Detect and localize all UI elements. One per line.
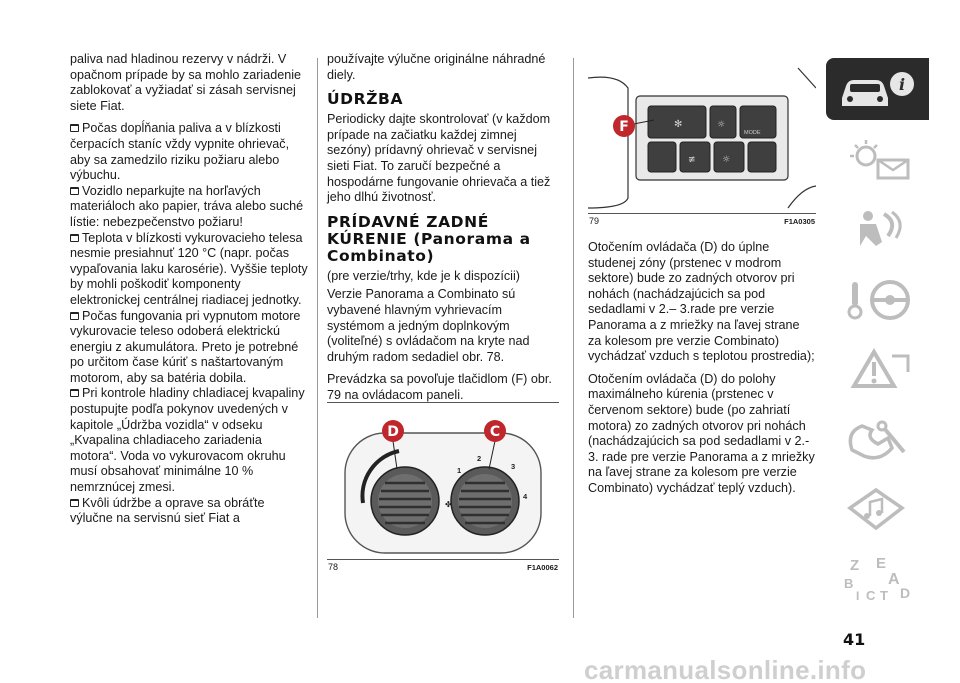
svg-text:E: E (875, 555, 886, 572)
svg-text:T: T (879, 588, 888, 603)
scale-label: 2 (477, 454, 482, 463)
figure-number: 79 (589, 216, 600, 226)
svg-text:C: C (865, 588, 875, 603)
figure-caption (588, 214, 816, 227)
figure-caption (327, 560, 559, 573)
column-divider (317, 58, 318, 618)
column-divider (573, 58, 574, 618)
figure-79 (588, 58, 816, 226)
book-bullet-icon (70, 234, 79, 242)
bullet-item: Pri kontrole hladiny chladiacej kvapaliny postupujte podľa pokynov uvedených v kapitole „Údržba vozidla“ v odseku „Kvapalina chladiaceho zariadenia motora“. Voda vo vykurovacom okruhu musí obsahovať minimálne 10 % nemrznúcej zmesi. (70, 386, 305, 495)
book-bullet-icon (70, 187, 79, 195)
bullet-item: Počas dopĺňania paliva a v blízkosti čerpacích staníc vždy vypnite ohrievač, aby sa zamedzilo riziku požiaru alebo výbuchu. (70, 121, 290, 183)
sidebar-item-starting-driving[interactable] (826, 268, 929, 330)
airbag-safety-icon (836, 206, 920, 252)
book-bullet-icon (70, 389, 79, 397)
watermark: carmanualsonline.info (584, 655, 867, 683)
callout-d-label: D (387, 424, 399, 440)
sidebar-item-multimedia[interactable] (826, 478, 929, 540)
starting-driving-icon (836, 276, 920, 322)
scale-label: 3 (511, 462, 516, 471)
column-middle (327, 52, 559, 411)
column-right (588, 240, 816, 504)
paragraph: Otočením ovládača (D) do úplne studenej zóny (prstenec v modrom sektore) bude zo zadných otvorov pri nohách (nachádzajúcich sa pod sedadlami v 2.– 3.rade pre verzie Panorama a z mriežky na ľavej strane za kolesom pre verzie Combinato) vychádzať vzduch s teplotou prostredia); (588, 240, 815, 364)
book-bullet-icon (70, 124, 79, 132)
column-left (70, 52, 308, 527)
svg-text:Z: Z (849, 557, 859, 574)
figure-code: F1A0305 (784, 217, 815, 226)
figure-number: 78 (328, 562, 339, 572)
maintenance-icon (836, 416, 920, 462)
callout-c-label: C (489, 424, 501, 440)
bullet-item: Počas fungovania pri vypnutom motore vykurovacie teleso odoberá elektrickú energiu z akumulátora. Preto je potrebné po určitom čase kúriť s naštartovaným motorom, aby sa batéria dobila. (70, 308, 301, 385)
sidebar-item-maintenance[interactable] (826, 408, 929, 470)
svg-text:I: I (855, 589, 859, 603)
paragraph: paliva nad hladinou rezervy v nádrži. V opačnom prípade by sa mohlo zariadenie zablokovať a vyžiadať si zásah servisnej siete Fiat. (70, 52, 302, 113)
chapter-sidebar (826, 58, 929, 618)
dashboard-button-panel-illustration (588, 58, 816, 212)
sidebar-item-emergency[interactable] (826, 338, 929, 400)
bullet-item: Kvôli údržbe a oprave sa obráťte výlučne na servisnú sieť Fiat a (70, 495, 265, 526)
fan-icon: ✤ (445, 500, 452, 509)
svg-text:B: B (843, 576, 853, 591)
sidebar-item-car-info[interactable] (826, 58, 929, 120)
subtitle: (pre verzie/trhy, kde je k dispozícii) (327, 268, 520, 283)
bullet-item: Teplota v blízkosti vykurovacieho telesa nesmie presiahnuť 120 °C (napr. počas vypaľovania laku karosérie). Vyššie teploty by mohli poškodiť komponenty elektronickej centrálnej riadiacej jednotky. (70, 230, 308, 307)
scale-label: 4 (523, 492, 528, 501)
fan-icon: ✻ (674, 119, 683, 130)
emergency-icon (836, 346, 920, 392)
light-icon: ☼ (722, 155, 731, 165)
warning-lights-icon (836, 136, 920, 182)
svg-text:D: D (899, 585, 910, 601)
page-number: 41 (843, 630, 866, 649)
paragraph: Verzie Panorama a Combinato sú vybavené hlavným vyhrievacím systémom a jedným doplnkovým (voliteľné) s ovládačom na kryte nad druhým radom sedadiel obr. 78. (327, 287, 530, 364)
car-info-icon (836, 66, 920, 112)
figure-code: F1A0062 (527, 563, 558, 572)
fog-light-icon: ☼ (717, 120, 726, 130)
bullet-list (70, 121, 308, 526)
paragraph: Otočením ovládača (D) do polohy maximálneho kúrenia (prstenec v červenom sektore) bude (po zahriatí motora) zo zadných otvorov pri nohách (nachádzajúcich sa pod sedadlami v 2.- 3. rade pre verzie Panorama a z mriežky na ľavej strane za kolesom pre verzie Combinato) vychádzať teplý vzduch). (588, 371, 815, 495)
scale-label: 1 (457, 466, 462, 475)
heater-knobs-illustration (327, 403, 559, 559)
section-heading-udrzba: ÚDRŽBA (327, 90, 404, 109)
sidebar-item-safety[interactable] (826, 198, 929, 260)
index-alphabet-icon (836, 554, 920, 604)
paragraph: používajte výlučne originálne náhradné diely. (327, 52, 546, 82)
paragraph: Prevádzka sa povoľuje tlačidlom (F) obr. 79 na ovládacom paneli. (327, 372, 552, 402)
sidebar-item-index[interactable] (826, 548, 929, 610)
figure-78 (327, 402, 559, 572)
sidebar-item-warning-lights[interactable] (826, 128, 929, 190)
callout-f-label: F (619, 119, 629, 135)
paragraph: Periodicky dajte skontrolovať (v každom prípade na začiatku každej zimnej sezóny) prídavný ohrievač v servisnej sieti Fiat. To zaručí bezpečné a hospodárne fungovanie ohrievača a tiež jeho dlhú životnosť. (327, 112, 551, 205)
mode-label: MODE (744, 130, 761, 136)
rear-fog-icon: ≢ (688, 155, 696, 165)
bullet-item: Vozidlo neparkujte na horľavých materiáloch ako papier, tráva alebo suché lístie: nebezpečenstvo požiaru! (70, 183, 304, 229)
multimedia-icon (836, 486, 920, 532)
section-heading-kurenie: PRÍDAVNÉ ZADNÉ KÚRENIE (Panorama a Combinato) (327, 212, 531, 265)
svg-text:i: i (898, 75, 905, 94)
book-bullet-icon (70, 312, 79, 320)
svg-text:A: A (887, 571, 900, 588)
book-bullet-icon (70, 499, 79, 507)
